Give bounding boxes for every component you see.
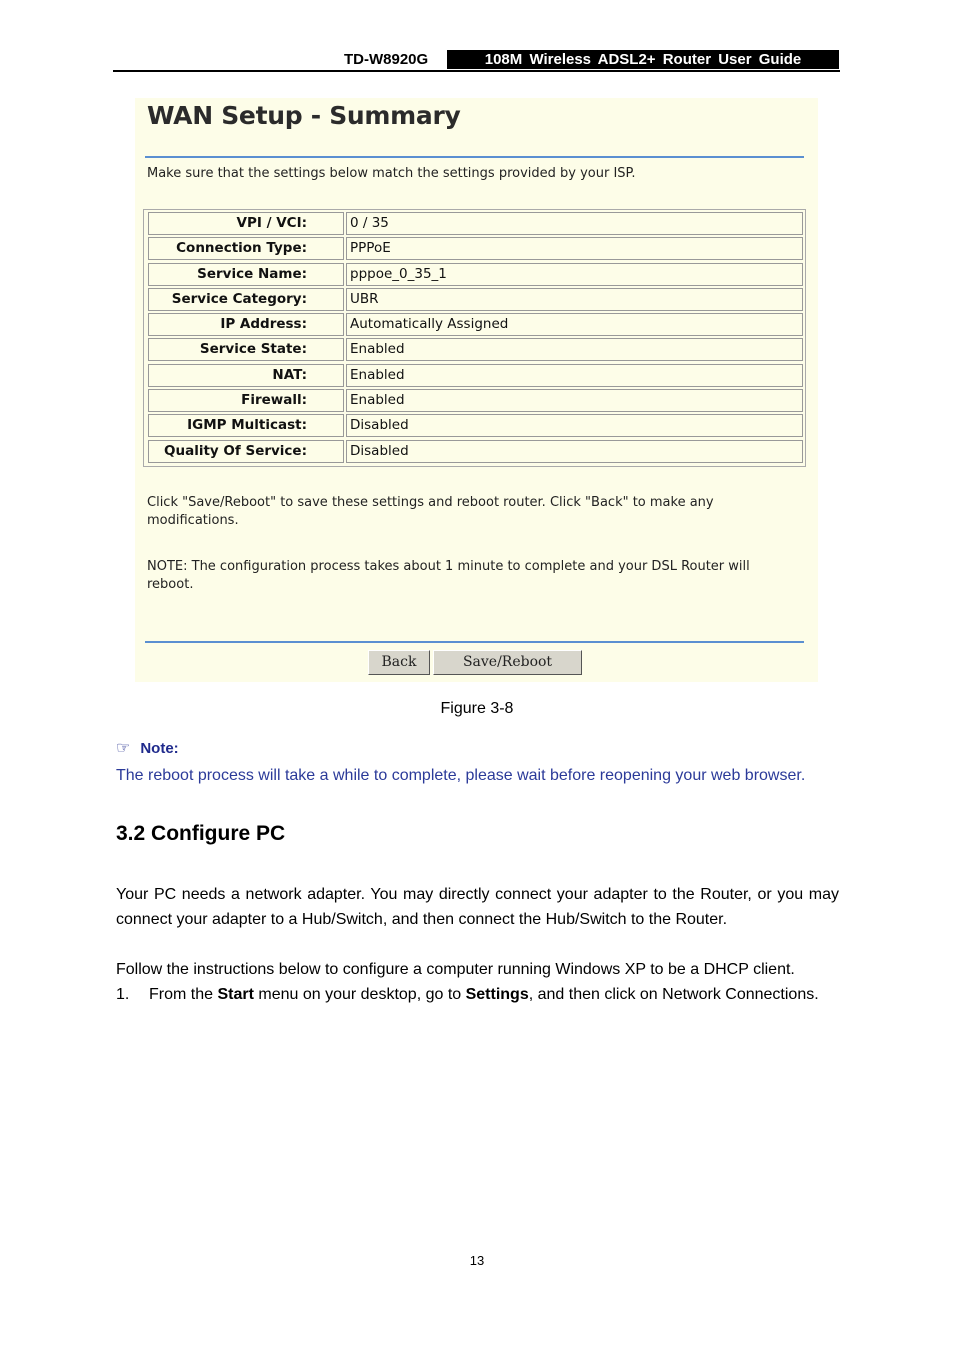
table-row xyxy=(148,212,803,235)
row-label: Service Name: xyxy=(148,263,344,286)
table-row xyxy=(148,364,803,387)
header-model: TD-W8920G xyxy=(344,51,429,68)
row-value: pppoe_0_35_1 xyxy=(346,263,803,286)
save-reboot-button[interactable]: Save/Reboot xyxy=(433,650,582,675)
paragraph-instructions: Follow the instructions below to configure a computer running Windows XP to be a DHCP client. xyxy=(116,961,795,978)
row-value: Disabled xyxy=(346,440,803,463)
row-label: Service Category: xyxy=(148,288,344,311)
table-row xyxy=(148,338,803,361)
paragraph-network-adapter: Your PC needs a network adapter. You may directly connect your adapter to the Router, or you may connect your adapter to a Hub/Switch, and then connect the Hub/Switch to the Router. xyxy=(116,886,839,928)
header-guide-title: 108M Wireless ADSL2+ Router User Guide xyxy=(447,50,839,69)
title-divider xyxy=(145,156,804,158)
pointing-hand-icon: ☞ xyxy=(116,740,131,757)
figure-caption: Figure 3-8 xyxy=(440,700,514,717)
wan-summary-screenshot xyxy=(135,98,818,682)
config-note: NOTE: The configuration process takes about 1 minute to complete and your DSL Router will reboot. xyxy=(147,559,750,592)
table-row xyxy=(148,414,803,437)
row-label: NAT: xyxy=(148,364,344,387)
row-value: PPPoE xyxy=(346,237,803,260)
table-row xyxy=(148,313,803,336)
page-number: 13 xyxy=(469,1253,485,1268)
settings-term: Settings xyxy=(465,986,529,1003)
table-row xyxy=(148,237,803,260)
row-label: Connection Type: xyxy=(148,237,344,260)
note-text: The reboot process will take a while to complete, please wait before reopening your web browser. xyxy=(116,767,806,784)
row-value: 0 / 35 xyxy=(346,212,803,235)
row-label: Service State: xyxy=(148,338,344,361)
row-label: IGMP Multicast: xyxy=(148,414,344,437)
step-1-text xyxy=(149,982,839,1007)
summary-table xyxy=(143,209,806,467)
row-label: Quality Of Service: xyxy=(148,440,344,463)
table-row xyxy=(148,263,803,286)
start-menu-term: Start xyxy=(217,986,254,1003)
row-value: Enabled xyxy=(346,389,803,412)
save-instructions: Click "Save/Reboot" to save these settings and reboot router. Click "Back" to make any modifications. xyxy=(147,495,714,528)
note-label: Note: xyxy=(140,740,179,757)
back-button[interactable]: Back xyxy=(368,650,430,675)
row-value: Automatically Assigned xyxy=(346,313,803,336)
footer-divider xyxy=(145,641,804,643)
row-label: Firewall: xyxy=(148,389,344,412)
step-text: From the xyxy=(149,986,218,1003)
row-value: Enabled xyxy=(346,338,803,361)
row-value: UBR xyxy=(346,288,803,311)
panel-title: WAN Setup - Summary xyxy=(147,101,461,130)
step-number: 1. xyxy=(116,986,130,1003)
step-text: , and then click on Network Connections. xyxy=(528,986,819,1003)
row-value: Enabled xyxy=(346,364,803,387)
table-row xyxy=(148,389,803,412)
table-row xyxy=(148,288,803,311)
section-heading: 3.2 Configure PC xyxy=(116,822,286,845)
header-rule xyxy=(113,70,840,72)
table-row xyxy=(148,440,803,463)
intro-text: Make sure that the settings below match the settings provided by your ISP. xyxy=(147,166,636,181)
row-value: Disabled xyxy=(346,414,803,437)
row-label: VPI / VCI: xyxy=(148,212,344,235)
note-heading xyxy=(116,738,179,758)
step-text: menu on your desktop, go to xyxy=(253,986,466,1003)
row-label: IP Address: xyxy=(148,313,344,336)
